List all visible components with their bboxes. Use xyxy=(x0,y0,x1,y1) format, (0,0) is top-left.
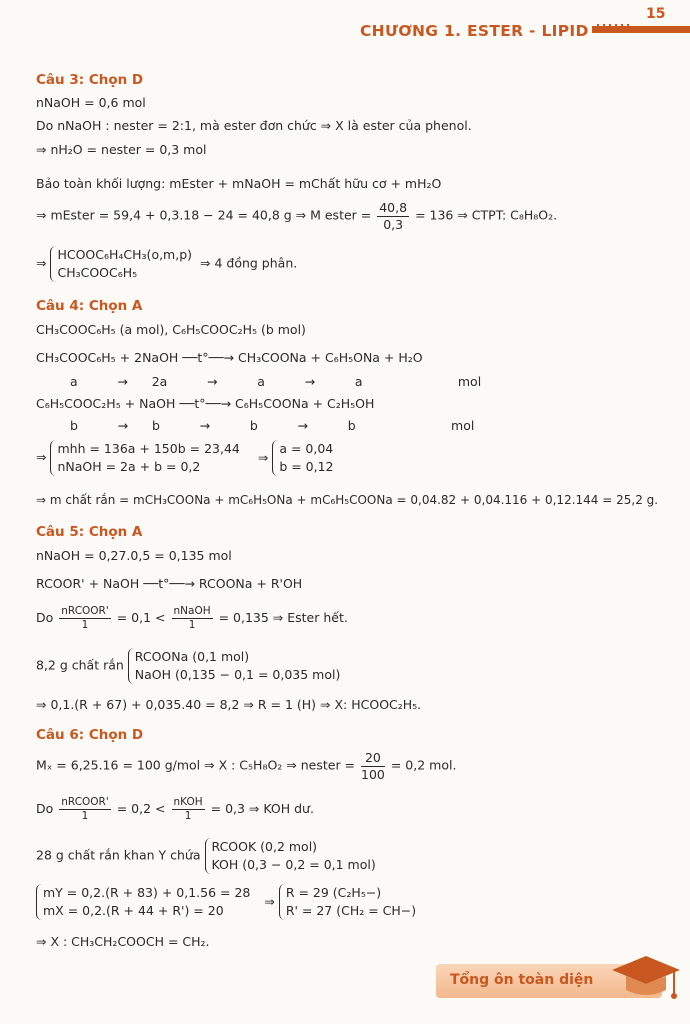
q3-heading: Câu 3: Chọn D xyxy=(36,72,144,88)
q3-fraction xyxy=(377,200,409,232)
footer-label: Tổng ôn toàn diện xyxy=(450,972,594,988)
q3-line-1: nNaOH = 0,6 mol xyxy=(36,95,146,110)
q3-frac-den: 0,3 xyxy=(383,216,404,232)
q6-f2-num: nKOH xyxy=(172,796,205,810)
q6-post: = 0,3 ⇒ KOH dư. xyxy=(210,801,314,817)
q5-f2-den: 1 xyxy=(188,619,196,632)
q6-line-1-b: = 0,2 mol. xyxy=(390,757,457,773)
q5-post: = 0,135 ⇒ Ester hết. xyxy=(218,610,348,626)
q3-line-5 xyxy=(36,200,557,232)
q4-result: ⇒ m chất rắn = mCH₃COONa + mC₆H₅ONa + mC₆H₅COONa = 0,04.82 + 0,04.116 + 0,12.144 = 25,2 g. xyxy=(36,493,659,507)
q6-solid-label: 28 g chất rắn khan Y chứa xyxy=(36,847,201,863)
q5-line-1: nNaOH = 0,27.0,5 = 0,135 mol xyxy=(36,548,232,563)
chapter-title: CHƯƠNG 1. ESTER - LIPID xyxy=(360,22,589,40)
q4-sol-1: a = 0,04 xyxy=(279,441,334,456)
q6-fraction-1 xyxy=(59,796,110,823)
q4-sol-brace xyxy=(272,440,337,476)
page-number: 15 xyxy=(646,6,666,22)
graduation-cap-icon xyxy=(610,950,682,1004)
q5-result: ⇒ 0,1.(R + 67) + 0,035.40 = 8,2 ⇒ R = 1 (H) ⇒ X: HCOOC₂H₅. xyxy=(36,697,422,712)
q4-reaction-1: CH₃COOC₆H₅ + 2NaOH ──t°──→ CH₃COONa + C₆H₅ONa + H₂O xyxy=(36,350,423,365)
q3-brace-suffix: ⇒ 4 đồng phân. xyxy=(200,255,298,271)
q5-f1-num: nRCOOR' xyxy=(59,605,110,619)
q5-f1-den: 1 xyxy=(81,619,89,632)
q3-brace-item-1: HCOOC₆H₄CH₃(o,m,p) xyxy=(57,247,193,262)
q6-solid-item-2: KOH (0,3 − 0,2 = 0,1 mol) xyxy=(211,857,376,873)
q6-sys-brace xyxy=(36,884,254,920)
q6-frac-den: 100 xyxy=(361,766,385,782)
q3-brace-item-2: CH₃COOC₆H₅ xyxy=(57,265,138,281)
q6-fraction xyxy=(361,750,385,782)
q5-solid-label: 8,2 g chất rắn xyxy=(36,657,124,673)
q3-isomers xyxy=(36,246,297,282)
q6-system xyxy=(36,884,420,920)
q6-sol-2: R' = 27 (CH₂ = CH−) xyxy=(285,903,417,919)
q6-solid-item-1: RCOOK (0,2 mol) xyxy=(211,839,318,854)
q3-line-4: Bảo toàn khối lượng: mEster + mNaOH = mChất hữu cơ + mH₂O xyxy=(36,176,442,191)
q3-line-5-a: ⇒ mEster = 59,4 + 0,3.18 − 24 = 40,8 g ⇒ M ester = xyxy=(36,207,372,223)
q3-brace xyxy=(50,246,196,282)
q4-sys-prefix: ⇒ xyxy=(36,449,47,465)
q4-reaction-2-mol: b → b → b → b mol xyxy=(70,418,475,433)
q5-solid-item-1: RCOONa (0,1 mol) xyxy=(134,649,250,664)
q4-line-1: CH₃COOC₆H₅ (a mol), C₆H₅COOC₂H₅ (b mol) xyxy=(36,322,306,337)
q6-line-1-a: Mₓ = 6,25.16 = 100 g/mol ⇒ X : C₅H₈O₂ ⇒ nester = xyxy=(36,757,356,773)
q5-fraction-2 xyxy=(172,605,213,632)
q5-solid xyxy=(36,648,344,684)
q4-sys-brace xyxy=(50,440,243,476)
q3-frac-num: 40,8 xyxy=(379,200,408,215)
header-bar xyxy=(592,26,690,33)
q4-sys-eq-1: mhh = 136a + 150b = 23,44 xyxy=(57,441,240,456)
q3-line-3: ⇒ nH₂O = nester = 0,3 mol xyxy=(36,142,207,157)
q5-line-2: RCOOR' + NaOH ──t°──→ RCOONa + R'OH xyxy=(36,576,303,591)
q6-sys-eq-2: mX = 0,2.(R + 44 + R') = 20 xyxy=(43,903,224,919)
q6-fraction-2 xyxy=(172,796,205,823)
q6-heading: Câu 6: Chọn D xyxy=(36,727,144,743)
q5-mid: = 0,1 < xyxy=(116,610,166,626)
q6-f1-num: nRCOOR' xyxy=(59,796,110,810)
q6-result: ⇒ X : CH₃CH₂COOCH = CH₂. xyxy=(36,934,210,949)
q6-sol-1: R = 29 (C₂H₅−) xyxy=(285,885,382,900)
q3-brace-prefix: ⇒ xyxy=(36,255,47,271)
q3-line-5-b: = 136 ⇒ CTPT: C₈H₈O₂. xyxy=(415,207,558,223)
q4-sys-mid: ⇒ xyxy=(257,449,269,465)
q6-solid-brace xyxy=(205,838,380,874)
q4-sol-2: b = 0,12 xyxy=(279,459,334,475)
q4-system xyxy=(36,440,338,476)
q6-line-2 xyxy=(36,796,314,823)
q6-solid xyxy=(36,838,380,874)
q6-frac-num: 20 xyxy=(361,750,385,767)
q6-do: Do xyxy=(36,801,54,817)
q4-reaction-1-mol: a → 2a → a → a mol xyxy=(70,374,482,389)
q6-line-1 xyxy=(36,750,456,782)
q5-solid-item-2: NaOH (0,135 − 0,1 = 0,035 mol) xyxy=(134,667,341,683)
q4-sys-eq-2: nNaOH = 2a + b = 0,2 xyxy=(57,459,201,475)
q5-solid-brace xyxy=(128,648,345,684)
q6-f1-den: 1 xyxy=(81,810,89,823)
q5-f2-num: nNaOH xyxy=(172,605,213,619)
q6-f2-den: 1 xyxy=(184,810,192,823)
q6-sys-mid: ⇒ xyxy=(264,893,275,909)
q5-line-3 xyxy=(36,605,348,632)
q5-heading: Câu 5: Chọn A xyxy=(36,524,143,540)
q5-do: Do xyxy=(36,610,54,626)
q4-reaction-2: C₆H₅COOC₂H₅ + NaOH ──t°──→ C₆H₅COONa + C₂H₅OH xyxy=(36,396,375,411)
q3-line-2: Do nNaOH : nester = 2:1, mà ester đơn chức ⇒ X là ester của phenol. xyxy=(36,118,472,133)
q4-heading: Câu 4: Chọn A xyxy=(36,298,143,314)
q5-fraction-1 xyxy=(59,605,110,632)
q6-sol-brace xyxy=(279,884,420,920)
q6-mid: = 0,2 < xyxy=(116,801,166,817)
q6-sys-eq-1: mY = 0,2.(R + 83) + 0,1.56 = 28 xyxy=(43,885,251,900)
